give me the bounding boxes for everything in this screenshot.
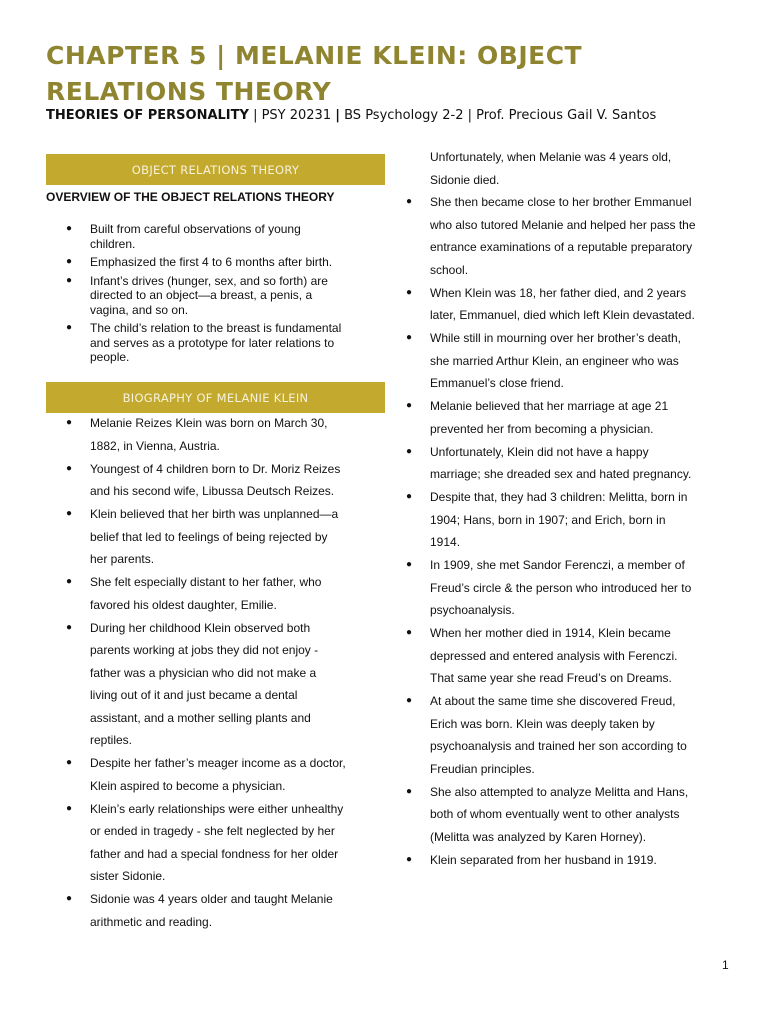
bullet-icon: ● [406,332,413,343]
list-item-text: During her childhood Klein observed both parents working at jobs they did not enjoy - father was a physician who did not make a living out of it and just became a dental assistant, and a mother selling plants and reptiles. [90,620,319,747]
bullet-icon: ● [406,785,413,797]
list-item [386,554,696,622]
list-item [46,222,346,251]
list-item-text: While still in mourning over her brother’s death, she married Arthur Klein, an engineer who was Emmanuel’s close friend. [430,331,682,390]
bullet-icon: ● [406,400,413,411]
bullet-icon: ● [406,627,413,638]
list-item [386,191,696,281]
bullet-icon: ● [406,286,413,298]
list-item [386,441,696,486]
list-item-text: She felt especially distant to her father, who favored his oldest daughter, Emilie. [90,575,322,612]
list-item-text: Unfortunately, Klein did not have a happy marriage; she dreaded sex and hated pregnancy. [430,444,692,481]
bullet-icon: ● [66,508,73,519]
list-item-text: Youngest of 4 children born to Dr. Moriz Reizes and his second wife, Libussa Deutsch Reizes. [90,461,341,498]
overview-heading: OVERVIEW OF THE OBJECT RELATIONS THEORY [46,190,335,204]
list-item-text: Despite her father’s meager income as a doctor, Klein aspired to become a physician. [90,756,346,793]
list-item [386,327,696,395]
list-item [46,752,346,797]
bullet-icon: ● [66,274,73,286]
list-item [386,690,696,780]
bullet-icon: ● [406,196,413,207]
list-item [46,888,346,933]
list-item [46,571,346,616]
list-item [46,274,346,318]
biography-column-right [386,146,696,872]
list-item [386,395,696,440]
bullet-icon: ● [66,322,73,333]
bullet-icon: ● [66,621,73,633]
list-item [46,255,346,270]
course-name: THEORIES OF PERSONALITY [46,108,249,123]
bullet-icon: ● [66,576,73,587]
biography-list-left [46,412,346,934]
bullet-icon: ● [66,417,73,428]
biography-list-right [386,191,696,871]
course-section-professor: BS Psychology 2-2 | Prof. Precious Gail V. Santos [339,108,657,123]
list-item [386,781,696,849]
list-item [46,458,346,503]
bullet-icon: ● [406,445,413,457]
page-title: CHAPTER 5 | MELANIE KLEIN: OBJECT RELATIONS THEORY [46,41,583,106]
list-item-text: She then became close to her brother Emmanuel who also tutored Melanie and helped her pass the entrance examinations of a reputable preparatory school. [430,195,696,277]
list-item-text: Emphasized the first 4 to 6 months after birth. [90,255,333,269]
list-item-text: She also attempted to analyze Melitta and Hans, both of whom eventually went to other analysts (Melitta was analyzed by Karen Horney). [430,784,689,844]
list-item-text: The child’s relation to the breast is fundamental and serves as a prototype for later relations to people. [90,321,342,364]
bullet-icon: ● [406,559,413,570]
list-item-text: Built from careful observations of young children. [90,222,301,251]
bullet-icon: ● [66,757,73,768]
list-item-text: Klein’s early relationships were either unhealthy or ended in tragedy - she felt neglected by her father and had a special fondness for her older sister Sidonie. [90,801,344,883]
list-item-text: In 1909, she met Sandor Ferenczi, a member of Freud’s circle & the person who introduced her to psychoanalysis. [430,558,692,617]
list-item [386,282,696,327]
section-band-biography: BIOGRAPHY OF MELANIE KLEIN [46,382,385,413]
bullet-icon: ● [66,893,73,904]
list-item [46,321,346,365]
bullet-icon: ● [406,853,413,865]
list-item-text: Klein believed that her birth was unplanned—a belief that led to feelings of being rejected by her parents. [90,507,339,566]
list-item-text: Infant’s drives (hunger, sex, and so forth) are directed to an object—a breast, a penis, a vagina, and so on. [90,273,328,317]
list-item-text: When Klein was 18, her father died, and 2 years later, Emmanuel, died which left Klein devastated. [430,285,695,322]
page-number: 1 [722,958,729,972]
bullet-icon: ● [66,223,73,234]
list-item [46,412,346,457]
list-item [46,503,346,571]
bullet-icon: ● [406,491,413,502]
list-item-text: Klein separated from her husband in 1919. [430,852,657,867]
course-info [46,108,746,123]
list-item [46,798,346,888]
list-item-text: Despite that, they had 3 children: Melitta, born in 1904; Hans, born in 1907; and Erich, born in 1914. [430,490,688,549]
list-item-text: At about the same time she discovered Freud, Erich was born. Klein was deeply taken by psychoanalysis and trained her son according to Freudian principles. [430,694,687,776]
list-item-text: Melanie believed that her marriage at age 21 prevented her from becoming a physician. [430,399,669,436]
list-item [46,617,346,752]
bullet-icon: ● [66,802,73,814]
biography-intro-text: Unfortunately, when Melanie was 4 years old, Sidonie died. [430,150,672,187]
course-separator: | [335,108,340,123]
list-item [386,486,696,554]
section-band-object-relations: OBJECT RELATIONS THEORY [46,154,385,185]
list-item-text: Melanie Reizes Klein was born on March 30, 1882, in Vienna, Austria. [90,416,328,453]
list-item-text: When her mother died in 1914, Klein became depressed and entered analysis with Ferenczi. That same year she read Freud’s on Dreams. [430,626,678,685]
bullet-icon: ● [66,462,73,474]
list-item [386,849,696,872]
bullet-icon: ● [406,695,413,706]
overview-list [46,222,346,369]
list-item-text: Sidonie was 4 years older and taught Melanie arithmetic and reading. [90,892,333,929]
course-code: | PSY 20231 [248,108,336,123]
bullet-icon: ● [66,256,73,267]
list-item [386,622,696,690]
